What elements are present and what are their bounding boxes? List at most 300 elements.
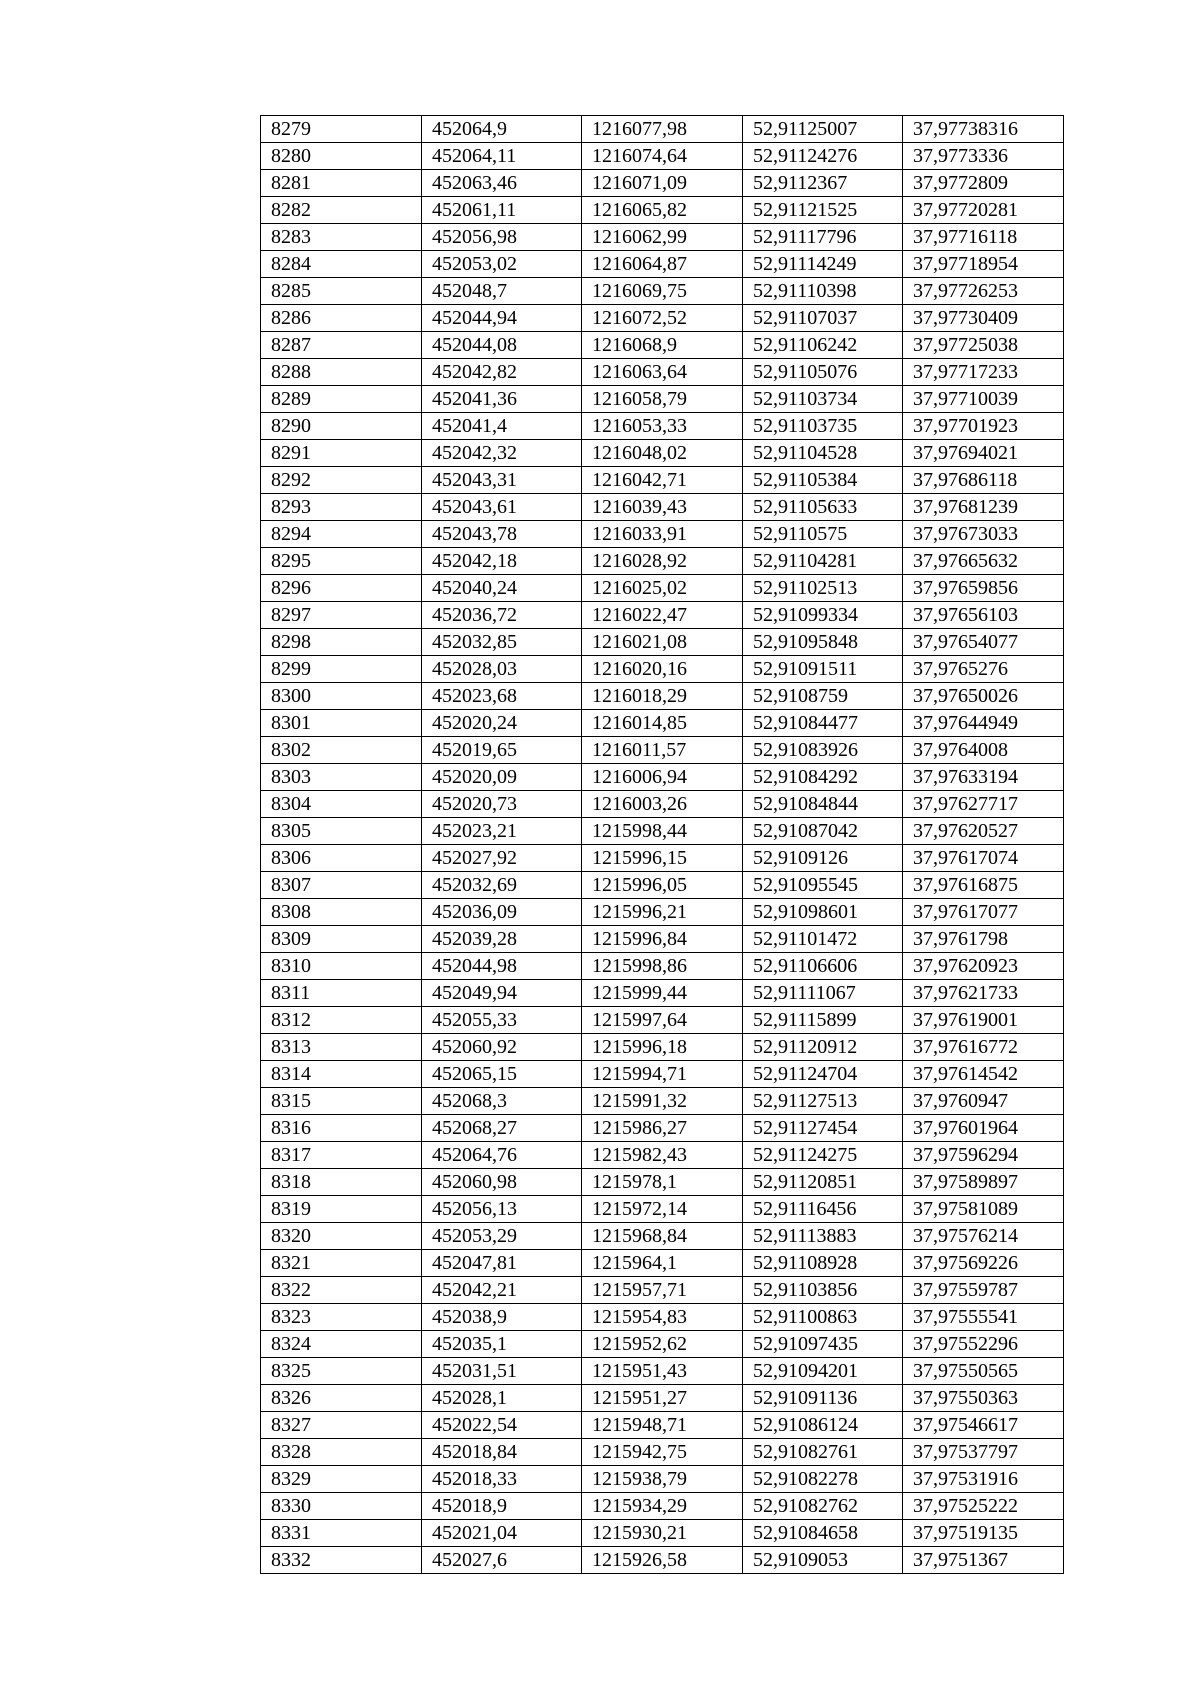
y-coordinate-cell: 1215957,71 bbox=[582, 1277, 743, 1304]
y-coordinate-cell: 1215926,58 bbox=[582, 1547, 743, 1574]
latitude-cell: 52,91114249 bbox=[743, 251, 903, 278]
x-coordinate-cell: 452064,11 bbox=[422, 143, 582, 170]
table-row bbox=[261, 1466, 1064, 1493]
longitude-cell: 37,97644949 bbox=[903, 710, 1064, 737]
longitude-cell: 37,97614542 bbox=[903, 1061, 1064, 1088]
latitude-cell: 52,9109126 bbox=[743, 845, 903, 872]
table-row bbox=[261, 953, 1064, 980]
latitude-cell: 52,91097435 bbox=[743, 1331, 903, 1358]
longitude-cell: 37,97550565 bbox=[903, 1358, 1064, 1385]
y-coordinate-cell: 1216022,47 bbox=[582, 602, 743, 629]
x-coordinate-cell: 452060,98 bbox=[422, 1169, 582, 1196]
x-coordinate-cell: 452021,04 bbox=[422, 1520, 582, 1547]
table-row bbox=[261, 1331, 1064, 1358]
y-coordinate-cell: 1216003,26 bbox=[582, 791, 743, 818]
y-coordinate-cell: 1215994,71 bbox=[582, 1061, 743, 1088]
x-coordinate-cell: 452023,21 bbox=[422, 818, 582, 845]
x-coordinate-cell: 452044,08 bbox=[422, 332, 582, 359]
longitude-cell: 37,97738316 bbox=[903, 116, 1064, 143]
x-coordinate-cell: 452049,94 bbox=[422, 980, 582, 1007]
table-row bbox=[261, 1061, 1064, 1088]
x-coordinate-cell: 452053,29 bbox=[422, 1223, 582, 1250]
y-coordinate-cell: 1215951,27 bbox=[582, 1385, 743, 1412]
table-row bbox=[261, 521, 1064, 548]
table-row bbox=[261, 575, 1064, 602]
point-number-cell: 8301 bbox=[261, 710, 422, 737]
x-coordinate-cell: 452063,46 bbox=[422, 170, 582, 197]
y-coordinate-cell: 1215954,83 bbox=[582, 1304, 743, 1331]
table-row bbox=[261, 791, 1064, 818]
point-number-cell: 8328 bbox=[261, 1439, 422, 1466]
x-coordinate-cell: 452043,61 bbox=[422, 494, 582, 521]
latitude-cell: 52,91127513 bbox=[743, 1088, 903, 1115]
latitude-cell: 52,91124276 bbox=[743, 143, 903, 170]
table-row bbox=[261, 1385, 1064, 1412]
x-coordinate-cell: 452036,72 bbox=[422, 602, 582, 629]
y-coordinate-cell: 1215982,43 bbox=[582, 1142, 743, 1169]
point-number-cell: 8321 bbox=[261, 1250, 422, 1277]
y-coordinate-cell: 1216014,85 bbox=[582, 710, 743, 737]
latitude-cell: 52,91084844 bbox=[743, 791, 903, 818]
point-number-cell: 8315 bbox=[261, 1088, 422, 1115]
point-number-cell: 8294 bbox=[261, 521, 422, 548]
table-row bbox=[261, 845, 1064, 872]
longitude-cell: 37,97525222 bbox=[903, 1493, 1064, 1520]
x-coordinate-cell: 452019,65 bbox=[422, 737, 582, 764]
y-coordinate-cell: 1216020,16 bbox=[582, 656, 743, 683]
y-coordinate-cell: 1216028,92 bbox=[582, 548, 743, 575]
table-row bbox=[261, 980, 1064, 1007]
y-coordinate-cell: 1215999,44 bbox=[582, 980, 743, 1007]
point-number-cell: 8305 bbox=[261, 818, 422, 845]
x-coordinate-cell: 452020,73 bbox=[422, 791, 582, 818]
latitude-cell: 52,91111067 bbox=[743, 980, 903, 1007]
table-row bbox=[261, 1115, 1064, 1142]
table-row bbox=[261, 1142, 1064, 1169]
table-row bbox=[261, 899, 1064, 926]
point-number-cell: 8303 bbox=[261, 764, 422, 791]
y-coordinate-cell: 1215997,64 bbox=[582, 1007, 743, 1034]
x-coordinate-cell: 452065,15 bbox=[422, 1061, 582, 1088]
longitude-cell: 37,97665632 bbox=[903, 548, 1064, 575]
longitude-cell: 37,97620527 bbox=[903, 818, 1064, 845]
latitude-cell: 52,91124275 bbox=[743, 1142, 903, 1169]
latitude-cell: 52,91086124 bbox=[743, 1412, 903, 1439]
point-number-cell: 8308 bbox=[261, 899, 422, 926]
point-number-cell: 8296 bbox=[261, 575, 422, 602]
point-number-cell: 8289 bbox=[261, 386, 422, 413]
longitude-cell: 37,97656103 bbox=[903, 602, 1064, 629]
y-coordinate-cell: 1216042,71 bbox=[582, 467, 743, 494]
longitude-cell: 37,97659856 bbox=[903, 575, 1064, 602]
longitude-cell: 37,97552296 bbox=[903, 1331, 1064, 1358]
point-number-cell: 8312 bbox=[261, 1007, 422, 1034]
point-number-cell: 8298 bbox=[261, 629, 422, 656]
latitude-cell: 52,91106606 bbox=[743, 953, 903, 980]
longitude-cell: 37,97555541 bbox=[903, 1304, 1064, 1331]
latitude-cell: 52,91102513 bbox=[743, 575, 903, 602]
point-number-cell: 8332 bbox=[261, 1547, 422, 1574]
y-coordinate-cell: 1215996,05 bbox=[582, 872, 743, 899]
x-coordinate-cell: 452018,33 bbox=[422, 1466, 582, 1493]
point-number-cell: 8284 bbox=[261, 251, 422, 278]
y-coordinate-cell: 1215996,21 bbox=[582, 899, 743, 926]
latitude-cell: 52,91103735 bbox=[743, 413, 903, 440]
latitude-cell: 52,91082762 bbox=[743, 1493, 903, 1520]
table-row bbox=[261, 1358, 1064, 1385]
table-row bbox=[261, 116, 1064, 143]
x-coordinate-cell: 452039,28 bbox=[422, 926, 582, 953]
table-row bbox=[261, 386, 1064, 413]
x-coordinate-cell: 452047,81 bbox=[422, 1250, 582, 1277]
latitude-cell: 52,91082761 bbox=[743, 1439, 903, 1466]
y-coordinate-cell: 1215942,75 bbox=[582, 1439, 743, 1466]
longitude-cell: 37,97531916 bbox=[903, 1466, 1064, 1493]
point-number-cell: 8323 bbox=[261, 1304, 422, 1331]
longitude-cell: 37,97694021 bbox=[903, 440, 1064, 467]
y-coordinate-cell: 1216063,64 bbox=[582, 359, 743, 386]
y-coordinate-cell: 1215952,62 bbox=[582, 1331, 743, 1358]
point-number-cell: 8302 bbox=[261, 737, 422, 764]
longitude-cell: 37,97617074 bbox=[903, 845, 1064, 872]
table-row bbox=[261, 1493, 1064, 1520]
longitude-cell: 37,97546617 bbox=[903, 1412, 1064, 1439]
latitude-cell: 52,91083926 bbox=[743, 737, 903, 764]
x-coordinate-cell: 452027,6 bbox=[422, 1547, 582, 1574]
point-number-cell: 8327 bbox=[261, 1412, 422, 1439]
x-coordinate-cell: 452036,09 bbox=[422, 899, 582, 926]
longitude-cell: 37,97718954 bbox=[903, 251, 1064, 278]
point-number-cell: 8307 bbox=[261, 872, 422, 899]
table-row bbox=[261, 467, 1064, 494]
point-number-cell: 8311 bbox=[261, 980, 422, 1007]
table-row bbox=[261, 197, 1064, 224]
longitude-cell: 37,97621733 bbox=[903, 980, 1064, 1007]
latitude-cell: 52,91125007 bbox=[743, 116, 903, 143]
x-coordinate-cell: 452040,24 bbox=[422, 575, 582, 602]
latitude-cell: 52,91105076 bbox=[743, 359, 903, 386]
x-coordinate-cell: 452044,94 bbox=[422, 305, 582, 332]
longitude-cell: 37,97726253 bbox=[903, 278, 1064, 305]
table-row bbox=[261, 656, 1064, 683]
latitude-cell: 52,9108759 bbox=[743, 683, 903, 710]
latitude-cell: 52,91110398 bbox=[743, 278, 903, 305]
latitude-cell: 52,91087042 bbox=[743, 818, 903, 845]
point-number-cell: 8319 bbox=[261, 1196, 422, 1223]
x-coordinate-cell: 452061,11 bbox=[422, 197, 582, 224]
latitude-cell: 52,91082278 bbox=[743, 1466, 903, 1493]
y-coordinate-cell: 1215996,15 bbox=[582, 845, 743, 872]
longitude-cell: 37,97725038 bbox=[903, 332, 1064, 359]
y-coordinate-cell: 1216071,09 bbox=[582, 170, 743, 197]
y-coordinate-cell: 1216065,82 bbox=[582, 197, 743, 224]
x-coordinate-cell: 452020,24 bbox=[422, 710, 582, 737]
point-number-cell: 8280 bbox=[261, 143, 422, 170]
table-row bbox=[261, 926, 1064, 953]
longitude-cell: 37,97519135 bbox=[903, 1520, 1064, 1547]
point-number-cell: 8279 bbox=[261, 116, 422, 143]
y-coordinate-cell: 1216018,29 bbox=[582, 683, 743, 710]
y-coordinate-cell: 1216058,79 bbox=[582, 386, 743, 413]
point-number-cell: 8297 bbox=[261, 602, 422, 629]
point-number-cell: 8281 bbox=[261, 170, 422, 197]
latitude-cell: 52,91120912 bbox=[743, 1034, 903, 1061]
longitude-cell: 37,97576214 bbox=[903, 1223, 1064, 1250]
longitude-cell: 37,97616875 bbox=[903, 872, 1064, 899]
y-coordinate-cell: 1216048,02 bbox=[582, 440, 743, 467]
x-coordinate-cell: 452018,9 bbox=[422, 1493, 582, 1520]
point-number-cell: 8318 bbox=[261, 1169, 422, 1196]
longitude-cell: 37,97633194 bbox=[903, 764, 1064, 791]
y-coordinate-cell: 1215964,1 bbox=[582, 1250, 743, 1277]
point-number-cell: 8288 bbox=[261, 359, 422, 386]
point-number-cell: 8287 bbox=[261, 332, 422, 359]
longitude-cell: 37,97716118 bbox=[903, 224, 1064, 251]
x-coordinate-cell: 452048,7 bbox=[422, 278, 582, 305]
x-coordinate-cell: 452042,21 bbox=[422, 1277, 582, 1304]
point-number-cell: 8326 bbox=[261, 1385, 422, 1412]
table-row bbox=[261, 710, 1064, 737]
table-row bbox=[261, 629, 1064, 656]
y-coordinate-cell: 1215951,43 bbox=[582, 1358, 743, 1385]
point-number-cell: 8316 bbox=[261, 1115, 422, 1142]
longitude-cell: 37,97673033 bbox=[903, 521, 1064, 548]
longitude-cell: 37,97617077 bbox=[903, 899, 1064, 926]
latitude-cell: 52,91095848 bbox=[743, 629, 903, 656]
table-row bbox=[261, 413, 1064, 440]
table-row bbox=[261, 764, 1064, 791]
x-coordinate-cell: 452064,76 bbox=[422, 1142, 582, 1169]
latitude-cell: 52,91115899 bbox=[743, 1007, 903, 1034]
point-number-cell: 8331 bbox=[261, 1520, 422, 1547]
coordinate-table bbox=[260, 115, 1064, 1574]
y-coordinate-cell: 1216011,57 bbox=[582, 737, 743, 764]
latitude-cell: 52,91098601 bbox=[743, 899, 903, 926]
y-coordinate-cell: 1216069,75 bbox=[582, 278, 743, 305]
table-row bbox=[261, 602, 1064, 629]
x-coordinate-cell: 452056,98 bbox=[422, 224, 582, 251]
latitude-cell: 52,91127454 bbox=[743, 1115, 903, 1142]
table-row bbox=[261, 1196, 1064, 1223]
latitude-cell: 52,91094201 bbox=[743, 1358, 903, 1385]
longitude-cell: 37,97601964 bbox=[903, 1115, 1064, 1142]
y-coordinate-cell: 1216062,99 bbox=[582, 224, 743, 251]
point-number-cell: 8329 bbox=[261, 1466, 422, 1493]
point-number-cell: 8304 bbox=[261, 791, 422, 818]
point-number-cell: 8324 bbox=[261, 1331, 422, 1358]
x-coordinate-cell: 452018,84 bbox=[422, 1439, 582, 1466]
longitude-cell: 37,97701923 bbox=[903, 413, 1064, 440]
x-coordinate-cell: 452031,51 bbox=[422, 1358, 582, 1385]
table-row bbox=[261, 143, 1064, 170]
latitude-cell: 52,91107037 bbox=[743, 305, 903, 332]
y-coordinate-cell: 1215968,84 bbox=[582, 1223, 743, 1250]
point-number-cell: 8292 bbox=[261, 467, 422, 494]
latitude-cell: 52,91108928 bbox=[743, 1250, 903, 1277]
table-row bbox=[261, 818, 1064, 845]
point-number-cell: 8295 bbox=[261, 548, 422, 575]
longitude-cell: 37,97681239 bbox=[903, 494, 1064, 521]
table-row bbox=[261, 359, 1064, 386]
point-number-cell: 8317 bbox=[261, 1142, 422, 1169]
point-number-cell: 8293 bbox=[261, 494, 422, 521]
table-row bbox=[261, 494, 1064, 521]
table-row bbox=[261, 737, 1064, 764]
y-coordinate-cell: 1215996,84 bbox=[582, 926, 743, 953]
table-row bbox=[261, 1250, 1064, 1277]
table-row bbox=[261, 1088, 1064, 1115]
table-row bbox=[261, 1520, 1064, 1547]
latitude-cell: 52,91120851 bbox=[743, 1169, 903, 1196]
latitude-cell: 52,91084292 bbox=[743, 764, 903, 791]
latitude-cell: 52,91084658 bbox=[743, 1520, 903, 1547]
latitude-cell: 52,91091136 bbox=[743, 1385, 903, 1412]
y-coordinate-cell: 1215986,27 bbox=[582, 1115, 743, 1142]
latitude-cell: 52,91101472 bbox=[743, 926, 903, 953]
point-number-cell: 8290 bbox=[261, 413, 422, 440]
point-number-cell: 8310 bbox=[261, 953, 422, 980]
table-row bbox=[261, 278, 1064, 305]
x-coordinate-cell: 452028,1 bbox=[422, 1385, 582, 1412]
point-number-cell: 8330 bbox=[261, 1493, 422, 1520]
longitude-cell: 37,97550363 bbox=[903, 1385, 1064, 1412]
table-row bbox=[261, 872, 1064, 899]
x-coordinate-cell: 452041,36 bbox=[422, 386, 582, 413]
latitude-cell: 52,91091511 bbox=[743, 656, 903, 683]
y-coordinate-cell: 1215938,79 bbox=[582, 1466, 743, 1493]
x-coordinate-cell: 452055,33 bbox=[422, 1007, 582, 1034]
x-coordinate-cell: 452060,92 bbox=[422, 1034, 582, 1061]
longitude-cell: 37,9772809 bbox=[903, 170, 1064, 197]
y-coordinate-cell: 1216068,9 bbox=[582, 332, 743, 359]
longitude-cell: 37,97589897 bbox=[903, 1169, 1064, 1196]
x-coordinate-cell: 452053,02 bbox=[422, 251, 582, 278]
x-coordinate-cell: 452042,82 bbox=[422, 359, 582, 386]
y-coordinate-cell: 1215934,29 bbox=[582, 1493, 743, 1520]
longitude-cell: 37,9773336 bbox=[903, 143, 1064, 170]
y-coordinate-cell: 1215998,44 bbox=[582, 818, 743, 845]
latitude-cell: 52,91104281 bbox=[743, 548, 903, 575]
latitude-cell: 52,91106242 bbox=[743, 332, 903, 359]
table-row bbox=[261, 683, 1064, 710]
table-row bbox=[261, 1169, 1064, 1196]
y-coordinate-cell: 1216033,91 bbox=[582, 521, 743, 548]
longitude-cell: 37,97710039 bbox=[903, 386, 1064, 413]
table-row bbox=[261, 305, 1064, 332]
table-row bbox=[261, 1007, 1064, 1034]
latitude-cell: 52,91113883 bbox=[743, 1223, 903, 1250]
y-coordinate-cell: 1216074,64 bbox=[582, 143, 743, 170]
table-row bbox=[261, 1277, 1064, 1304]
point-number-cell: 8300 bbox=[261, 683, 422, 710]
latitude-cell: 52,91100863 bbox=[743, 1304, 903, 1331]
x-coordinate-cell: 452032,69 bbox=[422, 872, 582, 899]
x-coordinate-cell: 452020,09 bbox=[422, 764, 582, 791]
x-coordinate-cell: 452044,98 bbox=[422, 953, 582, 980]
table-row bbox=[261, 1412, 1064, 1439]
latitude-cell: 52,91103734 bbox=[743, 386, 903, 413]
table-row bbox=[261, 1439, 1064, 1466]
latitude-cell: 52,91121525 bbox=[743, 197, 903, 224]
x-coordinate-cell: 452068,27 bbox=[422, 1115, 582, 1142]
longitude-cell: 37,97619001 bbox=[903, 1007, 1064, 1034]
point-number-cell: 8313 bbox=[261, 1034, 422, 1061]
y-coordinate-cell: 1215978,1 bbox=[582, 1169, 743, 1196]
longitude-cell: 37,97717233 bbox=[903, 359, 1064, 386]
longitude-cell: 37,9751367 bbox=[903, 1547, 1064, 1574]
latitude-cell: 52,9112367 bbox=[743, 170, 903, 197]
x-coordinate-cell: 452022,54 bbox=[422, 1412, 582, 1439]
longitude-cell: 37,9764008 bbox=[903, 737, 1064, 764]
x-coordinate-cell: 452056,13 bbox=[422, 1196, 582, 1223]
latitude-cell: 52,91117796 bbox=[743, 224, 903, 251]
latitude-cell: 52,91095545 bbox=[743, 872, 903, 899]
longitude-cell: 37,97616772 bbox=[903, 1034, 1064, 1061]
x-coordinate-cell: 452027,92 bbox=[422, 845, 582, 872]
latitude-cell: 52,91084477 bbox=[743, 710, 903, 737]
y-coordinate-cell: 1216025,02 bbox=[582, 575, 743, 602]
coordinate-table-body bbox=[261, 116, 1064, 1574]
table-row bbox=[261, 1223, 1064, 1250]
table-row bbox=[261, 170, 1064, 197]
latitude-cell: 52,9109053 bbox=[743, 1547, 903, 1574]
point-number-cell: 8306 bbox=[261, 845, 422, 872]
longitude-cell: 37,97654077 bbox=[903, 629, 1064, 656]
y-coordinate-cell: 1215991,32 bbox=[582, 1088, 743, 1115]
y-coordinate-cell: 1216006,94 bbox=[582, 764, 743, 791]
y-coordinate-cell: 1216039,43 bbox=[582, 494, 743, 521]
x-coordinate-cell: 452041,4 bbox=[422, 413, 582, 440]
table-row bbox=[261, 1304, 1064, 1331]
longitude-cell: 37,97686118 bbox=[903, 467, 1064, 494]
longitude-cell: 37,97537797 bbox=[903, 1439, 1064, 1466]
point-number-cell: 8322 bbox=[261, 1277, 422, 1304]
longitude-cell: 37,97730409 bbox=[903, 305, 1064, 332]
y-coordinate-cell: 1215948,71 bbox=[582, 1412, 743, 1439]
x-coordinate-cell: 452043,31 bbox=[422, 467, 582, 494]
point-number-cell: 8299 bbox=[261, 656, 422, 683]
longitude-cell: 37,97650026 bbox=[903, 683, 1064, 710]
table-row bbox=[261, 332, 1064, 359]
x-coordinate-cell: 452043,78 bbox=[422, 521, 582, 548]
latitude-cell: 52,9110575 bbox=[743, 521, 903, 548]
longitude-cell: 37,97581089 bbox=[903, 1196, 1064, 1223]
x-coordinate-cell: 452042,32 bbox=[422, 440, 582, 467]
latitude-cell: 52,91105384 bbox=[743, 467, 903, 494]
y-coordinate-cell: 1215972,14 bbox=[582, 1196, 743, 1223]
x-coordinate-cell: 452042,18 bbox=[422, 548, 582, 575]
x-coordinate-cell: 452028,03 bbox=[422, 656, 582, 683]
y-coordinate-cell: 1216064,87 bbox=[582, 251, 743, 278]
x-coordinate-cell: 452032,85 bbox=[422, 629, 582, 656]
latitude-cell: 52,91105633 bbox=[743, 494, 903, 521]
point-number-cell: 8286 bbox=[261, 305, 422, 332]
y-coordinate-cell: 1215996,18 bbox=[582, 1034, 743, 1061]
table-row bbox=[261, 548, 1064, 575]
point-number-cell: 8291 bbox=[261, 440, 422, 467]
x-coordinate-cell: 452064,9 bbox=[422, 116, 582, 143]
longitude-cell: 37,97720281 bbox=[903, 197, 1064, 224]
latitude-cell: 52,91103856 bbox=[743, 1277, 903, 1304]
point-number-cell: 8285 bbox=[261, 278, 422, 305]
table-row bbox=[261, 440, 1064, 467]
table-row bbox=[261, 224, 1064, 251]
point-number-cell: 8283 bbox=[261, 224, 422, 251]
latitude-cell: 52,91116456 bbox=[743, 1196, 903, 1223]
y-coordinate-cell: 1216053,33 bbox=[582, 413, 743, 440]
x-coordinate-cell: 452068,3 bbox=[422, 1088, 582, 1115]
table-row bbox=[261, 1034, 1064, 1061]
